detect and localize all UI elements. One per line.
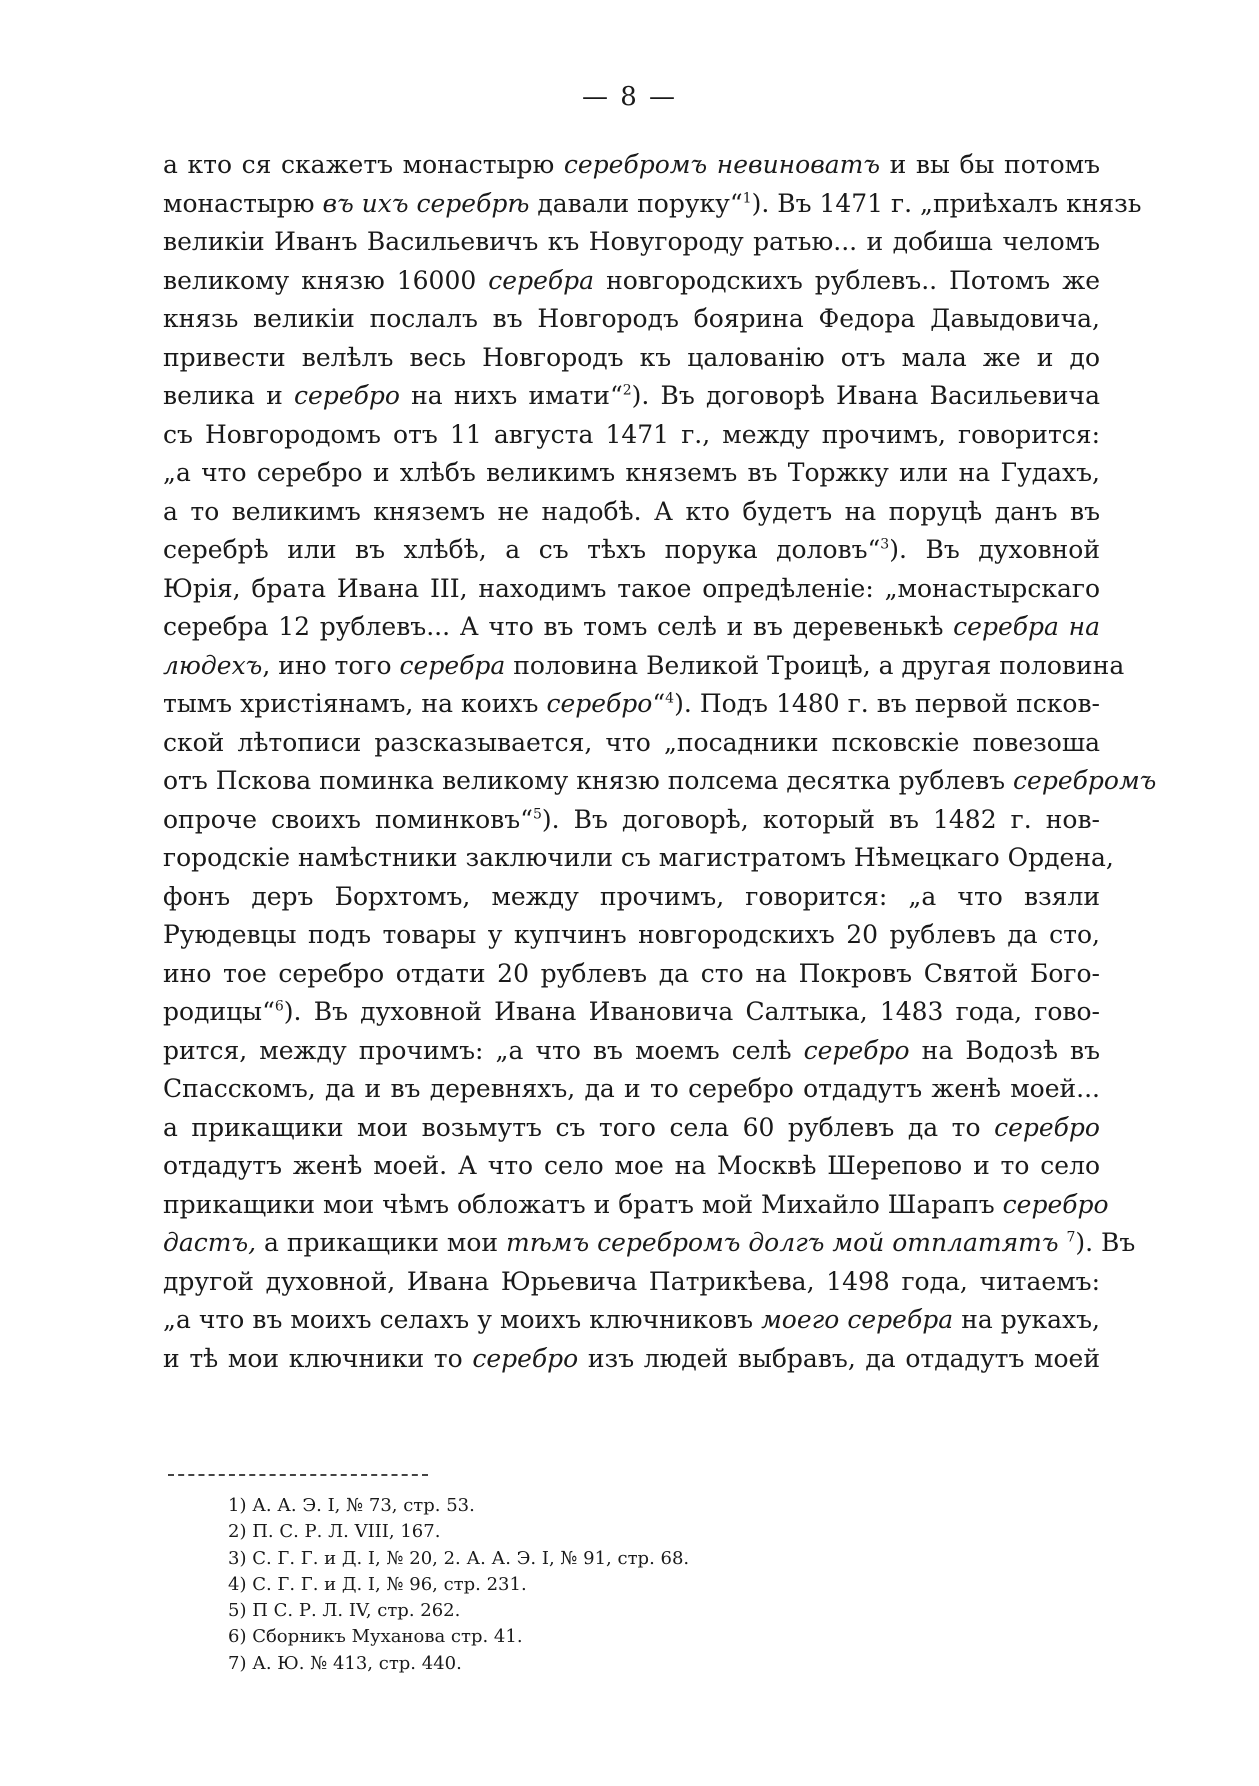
emphasis-text: въ ихъ серебрѣ [322,188,530,218]
text-segment: Спасскомъ, да и въ деревняхъ, да и то серебро отдадутъ женѣ моей... [163,1074,1100,1103]
footnote-separator [168,1474,428,1476]
footnote: 1) А. А. Э. I, № 73, стр. 53. [228,1495,475,1516]
emphasis-text: людехъ [163,650,263,680]
emphasis-text: серебро [294,381,400,410]
text-segment: и вы бы потомъ [880,150,1100,179]
text-segment: на нихъ имати“ [399,381,623,410]
emphasis-text: серебра [488,265,595,295]
text-segment: великіи Иванъ Васильевичъ къ Новугороду ратью... и добиша челомъ [163,227,1100,256]
text-line [163,377,1100,416]
text-segment: Юрія, брата Ивана III, находимъ такое опредѣленіе: „монастырскаго [163,573,1100,603]
footnote: 7) А. Ю. № 413, стр. 440. [228,1652,462,1674]
footnote-ref: 2 [622,382,632,399]
text-segment: рится, между прочимъ: „а что въ моемъ селѣ [163,1035,804,1065]
text-line [163,531,1100,570]
text-line [163,1301,1100,1340]
page-number: — 8 — [581,82,678,112]
footnote-ref: 6 [274,998,284,1015]
text-line [163,1070,1100,1109]
text-line [163,416,1100,455]
footnote-ref: 3 [880,536,890,553]
text-segment: монастырю [163,188,323,218]
text-line [163,185,1142,224]
text-line [163,993,1100,1032]
footnote-ref: 5 [532,806,542,823]
text-line [163,762,1157,801]
text-segment: ). Въ [1075,1228,1136,1257]
text-segment: ). Подъ 1480 г. въ первой псков- [674,689,1100,718]
footnote-ref: 4 [665,690,675,707]
text-line [163,1340,1100,1379]
text-segment: другой духовной, Ивана Юрьевича Патрикѣева, 1498 года, читаемъ: [163,1266,1100,1296]
text-line [163,878,1100,917]
text-segment: велика и [163,381,295,410]
text-segment: “ [652,689,666,718]
text-segment: фонъ деръ Борхтомъ, между прочимъ, говорится: „а что взяли [163,881,1100,911]
emphasis-text: серебра на [953,612,1100,641]
text-line [163,570,1100,609]
text-line [163,916,1100,955]
text-segment: а кто ся скажетъ монастырю [163,150,564,179]
text-segment: половина Великой Троицѣ, а другая половина [505,650,1125,680]
text-segment: ). Въ договорѣ Ивана Васильевича [631,381,1100,410]
text-segment: прикащики мои чѣмъ обложатъ и братъ мой Михайло Шарапъ [163,1189,1003,1219]
text-segment: давали поруку“ [529,188,743,218]
footnote: 6) Сборникъ Муханова стр. 41. [228,1626,523,1648]
text-line [163,146,1100,185]
text-line [163,1147,1100,1186]
text-segment: ино тое серебро отдати 20 рублевъ да сто на Покровъ Святой Бого- [163,958,1100,988]
text-line [163,493,1100,532]
text-segment: а то великимъ княземъ не надобѣ. А кто будетъ на поруцѣ данъ въ [163,496,1100,526]
text-segment: великому князю 16000 [163,265,489,295]
emphasis-text: серебромъ невиноватъ [563,150,881,179]
text-segment: Руюдевцы подъ товары у купчинъ новгородскихъ 20 рублевъ да сто, [163,920,1100,949]
emphasis-text: серебро [472,1343,579,1373]
text-segment: ). Въ договорѣ, который въ 1482 г. нов- [541,804,1101,834]
text-line [163,1186,1109,1225]
text-line [163,608,1100,647]
emphasis-text: моего серебра [761,1305,954,1334]
text-segment: ). Въ духовной [889,535,1101,564]
emphasis-text: дастъ, [163,1228,257,1257]
text-segment: „а что въ моихъ селахъ у моихъ ключниковъ [163,1305,762,1334]
text-segment: князь великіи послалъ въ Новгородъ боярина Федора Давыдовича, [163,304,1100,333]
footnotes [228,1493,928,1677]
text-line [163,339,1100,378]
text-line [163,262,1100,301]
text-line [163,1224,1136,1263]
text-line [163,955,1100,994]
text-segment: серебрѣ или въ хлѣбѣ, а съ тѣхъ порука доловъ“ [163,535,881,564]
text-segment: родицы“ [163,997,275,1026]
text-segment: на рукахъ, [953,1305,1101,1334]
text-line [163,1032,1100,1071]
text-segment: на Водозѣ въ [909,1035,1100,1065]
text-segment: серебра 12 рублевъ... А что въ томъ селѣ и въ деревенькѣ [163,612,954,641]
emphasis-text: серебро [546,689,653,718]
text-line [163,1263,1100,1302]
emphasis-text: серебромъ [1013,766,1157,795]
text-segment: , ино того [262,650,400,680]
text-segment: опроче своихъ поминковъ“ [163,804,533,834]
text-segment: отъ Пскова поминка великому князю полсема десятка рублевъ [163,766,1014,795]
text-line [163,223,1100,262]
footnote: 4) С. Г. Г. и Д. I, № 96, стр. 231. [228,1573,527,1595]
text-segment: съ Новгородомъ отъ 11 августа 1471 г., между прочимъ, говорится: [163,419,1100,449]
text-segment: тымъ христіянамъ, на коихъ [163,689,547,718]
text-segment: а прикащики мои [256,1228,506,1257]
emphasis-text: серебра [399,650,506,680]
text-line [163,1109,1100,1148]
text-segment: городскіе намѣстники заключили съ магистратомъ Нѣмецкаго Ордена, [163,843,1114,872]
emphasis-text: тѣмъ серебромъ долгъ мой отплатятъ [505,1228,1059,1257]
footnote-ref: 1 [742,190,752,207]
text-segment: и тѣ мои ключники то [163,1343,473,1373]
text-segment: а прикащики мои возьмутъ съ того села 60 рублевъ да то [163,1112,995,1142]
text-line [163,839,1114,878]
footnote: 3) С. Г. Г. и Д. I, № 20, 2. А. А. Э. I, № 91, стр. 68. [228,1547,690,1569]
body-text [163,146,1157,1378]
emphasis-text: серебро [994,1112,1100,1142]
text-line [163,647,1125,686]
text-segment: ской лѣтописи разсказывается, что „посадники псковскіе повезоша [163,727,1100,757]
footnote-ref: 7 [1066,1229,1076,1246]
text-line [163,801,1100,840]
text-line [163,724,1100,763]
emphasis-text: серебро [803,1035,910,1065]
text-line [163,454,1100,493]
text-segment: изъ людей выбравъ, да отдадутъ моей [578,1343,1100,1373]
footnote: 5) П С. Р. Л. IV, стр. 262. [228,1600,461,1622]
text-segment: „а что серебро и хлѣбъ великимъ княземъ въ Торжку или на Гудахъ, [163,458,1100,487]
text-segment: отдадутъ женѣ моей. А что село мое на Москвѣ Шерепово и то село [163,1151,1100,1180]
text-segment: ). Въ 1471 г. „приѣхалъ князь [751,188,1142,218]
footnote: 2) П. С. Р. Л. VIII, 167. [228,1521,441,1543]
text-line [163,300,1100,339]
emphasis-text: серебро [1002,1189,1109,1219]
text-segment: привести велѣлъ весь Новгородъ къ цалованію отъ мала же и до [163,342,1100,372]
text-segment: ). Въ духовной Ивана Ивановича Салтыка, 1483 года, гово- [283,997,1100,1026]
text-line [163,685,1100,724]
text-segment: новгородскихъ рублевъ.. Потомъ же [594,265,1100,295]
